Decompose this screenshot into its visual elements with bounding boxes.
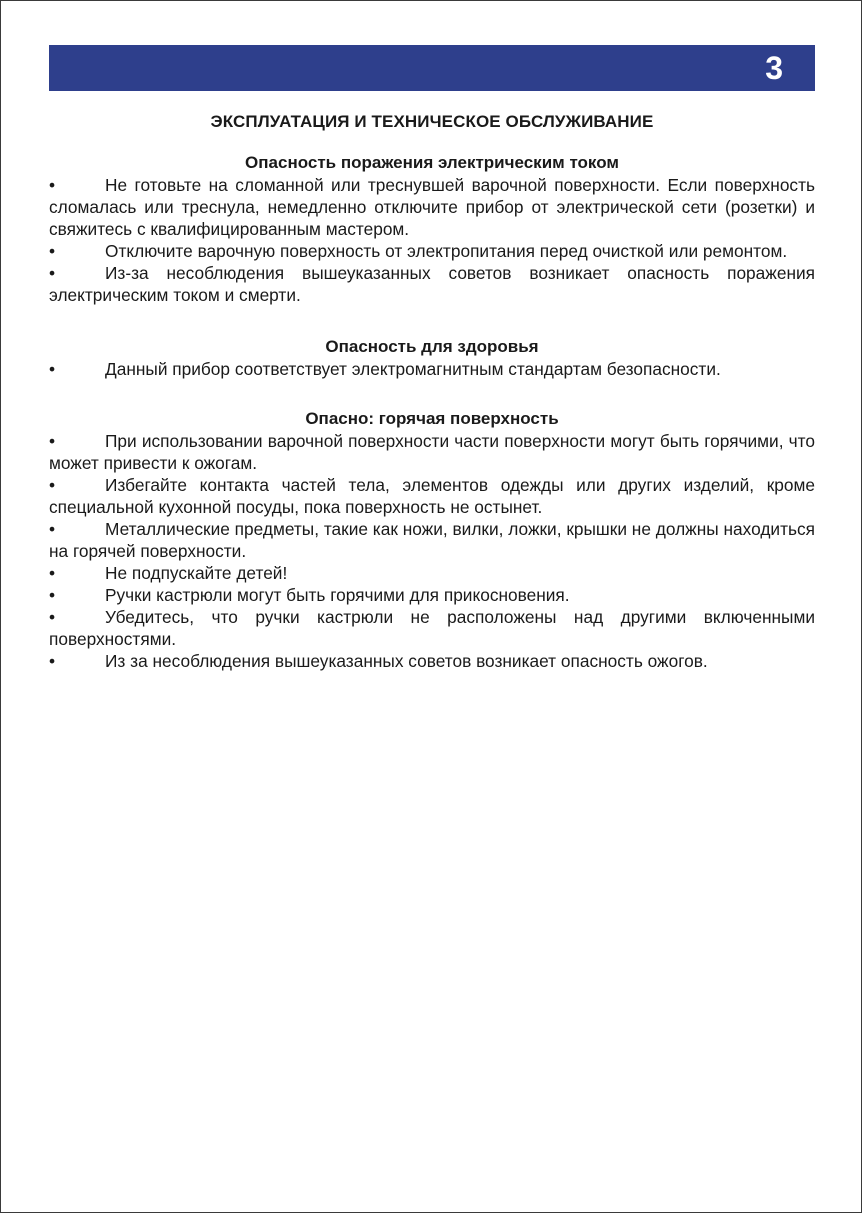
- list-item-text: Не подпускайте детей!: [105, 563, 288, 583]
- bullet: •: [49, 263, 56, 283]
- main-title: ЭКСПЛУАТАЦИЯ И ТЕХНИЧЕСКОЕ ОБСЛУЖИВАНИЕ: [210, 112, 654, 131]
- bullet: •: [49, 359, 56, 379]
- bullet: •: [49, 607, 56, 627]
- list-item: [49, 262, 815, 306]
- list-item: [49, 358, 815, 380]
- list-item: [49, 518, 815, 562]
- bullet: •: [49, 585, 56, 605]
- list-item: [49, 606, 815, 650]
- page-number: 3: [765, 50, 783, 86]
- bullet: •: [49, 431, 56, 451]
- hot-surface-list: [49, 430, 815, 672]
- list-item: [49, 474, 815, 518]
- list-item: [49, 584, 815, 606]
- list-item-text: Избегайте контакта частей тела, элементов одежды или других изделий, кроме специальной кухонной посуды, пока поверхность не остынет.: [49, 475, 815, 517]
- list-item-text: Ручки кастрюли могут быть горячими для прикосновения.: [105, 585, 570, 605]
- section-title-health: Опасность для здоровья: [325, 337, 539, 356]
- bullet: •: [49, 241, 56, 261]
- health-list: [49, 358, 815, 380]
- list-item-text: Металлические предметы, такие как ножи, вилки, ложки, крышки не должны находиться на горячей поверхности.: [49, 519, 815, 561]
- bullet: •: [49, 175, 56, 195]
- list-item: [49, 430, 815, 474]
- list-item-text: При использовании варочной поверхности части поверхности могут быть горячими, что может привести к ожогам.: [49, 431, 815, 473]
- section-title-hot-surface: Опасно: горячая поверхность: [305, 409, 559, 428]
- bullet: •: [49, 651, 56, 671]
- electric-shock-list: [49, 174, 815, 306]
- bullet: •: [49, 563, 56, 583]
- list-item: [49, 240, 815, 262]
- list-item: [49, 562, 815, 584]
- bullet: •: [49, 475, 56, 495]
- list-item-text: Не готовьте на сломанной или треснувшей варочной поверхности. Если поверхность сломалась или треснула, немедленно отключите прибор от электрической сети (розетки) и свяжитесь с квалифицированным мастером.: [49, 175, 815, 239]
- section-title-electric-shock: Опасность поражения электрическим током: [245, 153, 619, 172]
- list-item-text: Убедитесь, что ручки кастрюли не расположены над другими включенными поверхностями.: [49, 607, 815, 649]
- list-item: [49, 650, 815, 672]
- bullet: •: [49, 519, 56, 539]
- list-item-text: Из-за несоблюдения вышеуказанных советов возникает опасность поражения электрическим током и смерти.: [49, 263, 815, 305]
- list-item-text: Данный прибор соответствует электромагнитным стандартам безопасности.: [105, 359, 721, 379]
- page-content: [49, 111, 815, 672]
- list-item-text: Отключите варочную поверхность от электропитания перед очисткой или ремонтом.: [105, 241, 788, 261]
- list-item-text: Из за несоблюдения вышеуказанных советов возникает опасность ожогов.: [105, 651, 708, 671]
- list-item: [49, 174, 815, 240]
- header-band: [49, 45, 815, 91]
